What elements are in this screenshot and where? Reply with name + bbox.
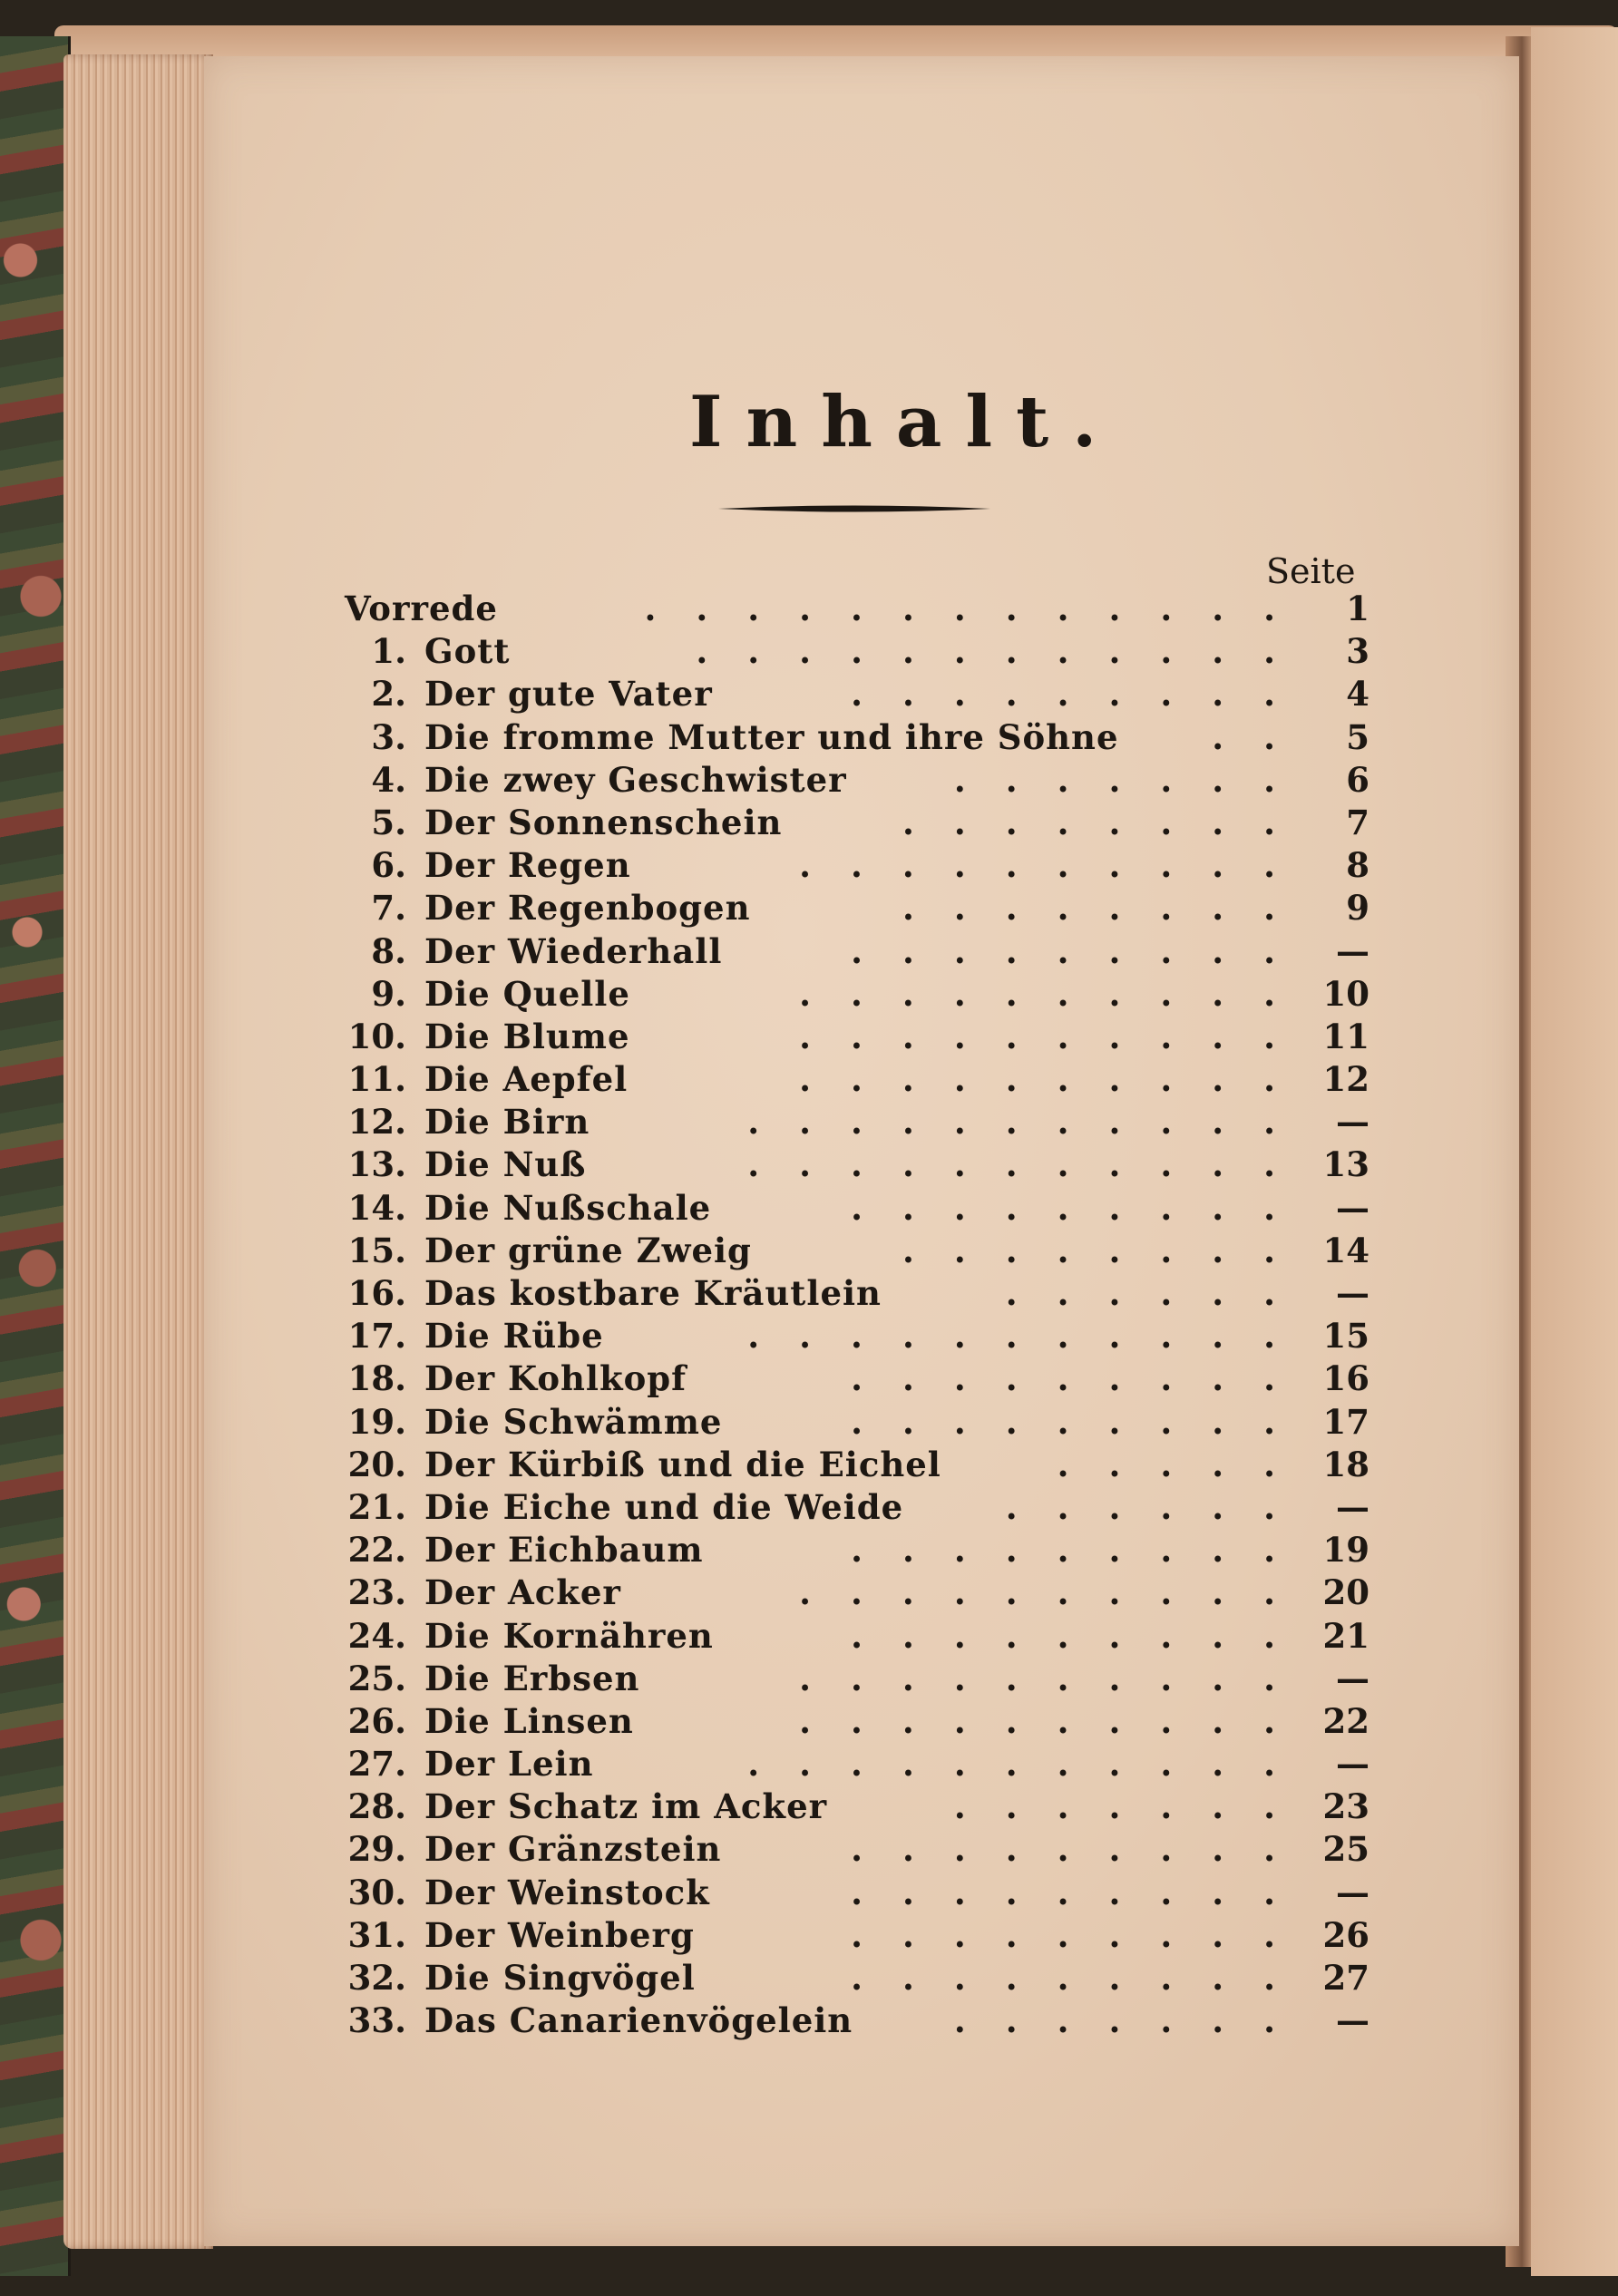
table-of-contents (345, 588, 1369, 2042)
leader-dots: ......... (851, 1958, 1315, 1998)
entry-page-number: 7 (1346, 802, 1369, 842)
toc-entry (345, 1700, 1369, 1743)
leader-dots: ......... (851, 1187, 1315, 1228)
toc-entry (345, 1444, 1369, 1486)
entry-page-number: 17 (1322, 1401, 1369, 1442)
entry-title: Die fromme Mutter und ihre Söhne (424, 716, 1119, 757)
entry-title: Vorrede (345, 589, 498, 628)
entry-page-number: 26 (1322, 1914, 1369, 1955)
entry-page-number: 1 (1346, 589, 1369, 628)
entry-title: Das Canarienvögelein (424, 2000, 853, 2041)
leader-dots: ........ (902, 1230, 1315, 1270)
entry-number: 10. (347, 1016, 406, 1056)
entry-title: Der Regen (424, 845, 631, 886)
leader-dots: ....... (953, 1786, 1315, 1827)
toc-entry (345, 1529, 1369, 1571)
entry-title: Die Rübe (424, 1316, 604, 1357)
page-title: Inhalt. (689, 381, 1121, 463)
toc-entry (345, 802, 1369, 844)
toc-entry (345, 1999, 1369, 2042)
leader-dots: ....... (953, 759, 1315, 800)
toc-entry (345, 1230, 1369, 1272)
entry-number: 2. (371, 674, 406, 715)
entry-page-number: 21 (1322, 1615, 1369, 1656)
entry-number: 15. (347, 1230, 406, 1270)
entry-title: Der Gränzstein (424, 1829, 722, 1870)
toc-entry (345, 588, 1369, 630)
entry-number: 29. (347, 1829, 406, 1870)
toc-entry (345, 1272, 1369, 1315)
entry-page-number: 11 (1322, 1016, 1369, 1056)
entry-title: Der Eichbaum (424, 1530, 704, 1571)
entry-page-number: 19 (1322, 1530, 1369, 1571)
entry-number: 13. (347, 1144, 406, 1185)
entry-number: 12. (347, 1102, 406, 1143)
leader-dots: .. (1212, 716, 1315, 757)
toc-entry (345, 1315, 1369, 1357)
toc-entry (345, 1785, 1369, 1828)
entry-title: Die Eiche und die Weide (424, 1486, 904, 1527)
entry-title: Der Kohlkopf (424, 1358, 687, 1399)
entry-page-number: — (1336, 1273, 1369, 1313)
leader-dots: ......... (851, 930, 1315, 971)
leader-dots: ..... (1057, 1444, 1315, 1484)
marbled-cover (0, 36, 71, 2276)
entry-page-number: 14 (1322, 1230, 1369, 1270)
leader-dots: ......... (851, 1401, 1315, 1442)
entry-page-number: 12 (1322, 1059, 1369, 1100)
entry-number: 1. (371, 631, 406, 672)
leader-dots: .......... (799, 1700, 1315, 1741)
entry-page-number: 22 (1322, 1700, 1369, 1741)
toc-entry (345, 1187, 1369, 1230)
toc-entry (345, 930, 1369, 973)
leader-dots: .......... (799, 1059, 1315, 1100)
entry-page-number: 4 (1346, 674, 1369, 715)
toc-entry (345, 1401, 1369, 1444)
entry-title: Die Erbsen (424, 1658, 640, 1698)
entry-number: 27. (347, 1744, 406, 1785)
leader-dots: ........... (747, 1744, 1315, 1785)
toc-entry (345, 1828, 1369, 1871)
entry-page-number: 5 (1346, 716, 1369, 757)
leader-dots: ......... (851, 1872, 1315, 1912)
leader-dots: ...... (1005, 1486, 1315, 1527)
entry-page-number: — (1336, 1187, 1369, 1228)
entry-number: 9. (371, 973, 406, 1014)
leader-dots: ........... (747, 1144, 1315, 1185)
leader-dots: .......... (799, 1658, 1315, 1698)
entry-title: Die Blume (424, 1016, 630, 1056)
entry-page-number: — (1336, 2000, 1369, 2041)
entry-number: 14. (347, 1187, 406, 1228)
toc-entry (345, 1058, 1369, 1101)
entry-title: Die Linsen (424, 1700, 634, 1741)
leader-dots: ............ (696, 631, 1315, 672)
entry-page-number: 8 (1346, 845, 1369, 886)
toc-entry (345, 1143, 1369, 1186)
entry-number: 33. (347, 2000, 406, 2041)
entry-title: Der gute Vater (424, 674, 713, 715)
entry-title: Die Schwämme (424, 1401, 723, 1442)
page-column-header: Seite (1266, 551, 1356, 591)
entry-title: Gott (424, 631, 511, 672)
entry-number: 24. (347, 1615, 406, 1656)
leader-dots: ......... (851, 1914, 1315, 1955)
entry-page-number: 23 (1322, 1786, 1369, 1827)
entry-page-number: 27 (1322, 1958, 1369, 1998)
entry-number: 22. (347, 1530, 406, 1571)
entry-number: 32. (347, 1958, 406, 1998)
entry-number: 11. (347, 1059, 406, 1100)
entry-title: Die Nuß (424, 1144, 587, 1185)
toc-entry (345, 630, 1369, 673)
entry-page-number: — (1336, 930, 1369, 971)
entry-page-number: 18 (1322, 1444, 1369, 1484)
entry-title: Der Wiederhall (424, 930, 723, 971)
entry-number: 3. (371, 716, 406, 757)
entry-number: 8. (371, 930, 406, 971)
leader-dots: .......... (799, 845, 1315, 886)
leader-dots: ...... (1005, 1273, 1315, 1313)
toc-entry (345, 716, 1369, 759)
entry-number: 17. (347, 1316, 406, 1357)
entry-title: Der grüne Zweig (424, 1230, 752, 1270)
entry-number: 30. (347, 1872, 406, 1912)
toc-entry (345, 1571, 1369, 1614)
leader-dots: .......... (799, 1572, 1315, 1613)
entry-number: 20. (347, 1444, 406, 1484)
entry-number: 6. (371, 845, 406, 886)
entry-page-number: 20 (1322, 1572, 1369, 1613)
entry-number: 28. (347, 1786, 406, 1827)
toc-entry (345, 887, 1369, 929)
toc-entry (345, 1101, 1369, 1143)
entry-number: 31. (347, 1914, 406, 1955)
toc-entry (345, 1486, 1369, 1529)
title-rule (718, 504, 990, 513)
entry-title: Die Aepfel (424, 1059, 629, 1100)
leader-dots: ........ (902, 888, 1315, 929)
toc-entry (345, 1016, 1369, 1058)
leader-dots: .......... (799, 1016, 1315, 1056)
facing-page-edge (1531, 27, 1618, 2276)
leader-dots: ............. (644, 589, 1315, 628)
entry-title: Die Quelle (424, 973, 630, 1014)
entry-page-number: 16 (1322, 1358, 1369, 1399)
entry-title: Die zwey Geschwister (424, 759, 847, 800)
toc-entry (345, 1957, 1369, 1999)
leader-dots: ........... (747, 1102, 1315, 1143)
entry-title: Der Lein (424, 1744, 594, 1785)
entry-page-number: — (1336, 1102, 1369, 1143)
entry-page-number: 6 (1346, 759, 1369, 800)
toc-entry (345, 1357, 1369, 1400)
toc-entry (345, 1872, 1369, 1914)
entry-title: Der Acker (424, 1572, 621, 1613)
entry-title: Der Kürbiß und die Eichel (424, 1444, 941, 1484)
page-edges (63, 54, 213, 2249)
entry-page-number: — (1336, 1486, 1369, 1527)
leader-dots: ......... (851, 1829, 1315, 1870)
toc-entry (345, 973, 1369, 1016)
entry-page-number: — (1336, 1872, 1369, 1912)
toc-entry (345, 673, 1369, 715)
entry-page-number: 9 (1346, 888, 1369, 929)
entry-title: Der Regenbogen (424, 888, 751, 929)
entry-number: 4. (371, 759, 406, 800)
entry-title: Die Birn (424, 1102, 590, 1143)
entry-title: Der Weinstock (424, 1872, 710, 1912)
toc-entry (345, 1743, 1369, 1785)
entry-page-number: 10 (1322, 973, 1369, 1014)
toc-entry (345, 1658, 1369, 1700)
entry-title: Der Sonnenschein (424, 802, 783, 842)
entry-page-number: 25 (1322, 1829, 1369, 1870)
entry-title: Die Kornähren (424, 1615, 714, 1656)
entry-number: 16. (347, 1273, 406, 1313)
entry-page-number: 13 (1322, 1144, 1369, 1185)
entry-number: 26. (347, 1700, 406, 1741)
leader-dots: ......... (851, 1530, 1315, 1571)
toc-entry (345, 844, 1369, 887)
leader-dots: ....... (953, 2000, 1315, 2041)
entry-page-number: 3 (1346, 631, 1369, 672)
toc-entry (345, 1914, 1369, 1957)
leader-dots: ......... (851, 1615, 1315, 1656)
entry-number: 23. (347, 1572, 406, 1613)
leader-dots: ......... (851, 674, 1315, 715)
entry-number: 19. (347, 1401, 406, 1442)
entry-number: 18. (347, 1358, 406, 1399)
entry-number: 5. (371, 802, 406, 842)
entry-title: Der Weinberg (424, 1914, 695, 1955)
entry-title: Die Singvögel (424, 1958, 696, 1998)
leader-dots: .......... (799, 973, 1315, 1014)
entry-page-number: 15 (1322, 1316, 1369, 1357)
entry-number: 7. (371, 888, 406, 929)
toc-entry (345, 759, 1369, 802)
entry-title: Die Nußschale (424, 1187, 712, 1228)
entry-page-number: — (1336, 1744, 1369, 1785)
entry-title: Das kostbare Kräutlein (424, 1273, 882, 1313)
entry-title: Der Schatz im Acker (424, 1786, 828, 1827)
entry-number: 21. (347, 1486, 406, 1527)
toc-entry (345, 1615, 1369, 1658)
leader-dots: ......... (851, 1358, 1315, 1399)
entry-page-number: — (1336, 1658, 1369, 1698)
entry-number: 25. (347, 1658, 406, 1698)
leader-dots: ........... (747, 1316, 1315, 1357)
leader-dots: ........ (902, 802, 1315, 842)
